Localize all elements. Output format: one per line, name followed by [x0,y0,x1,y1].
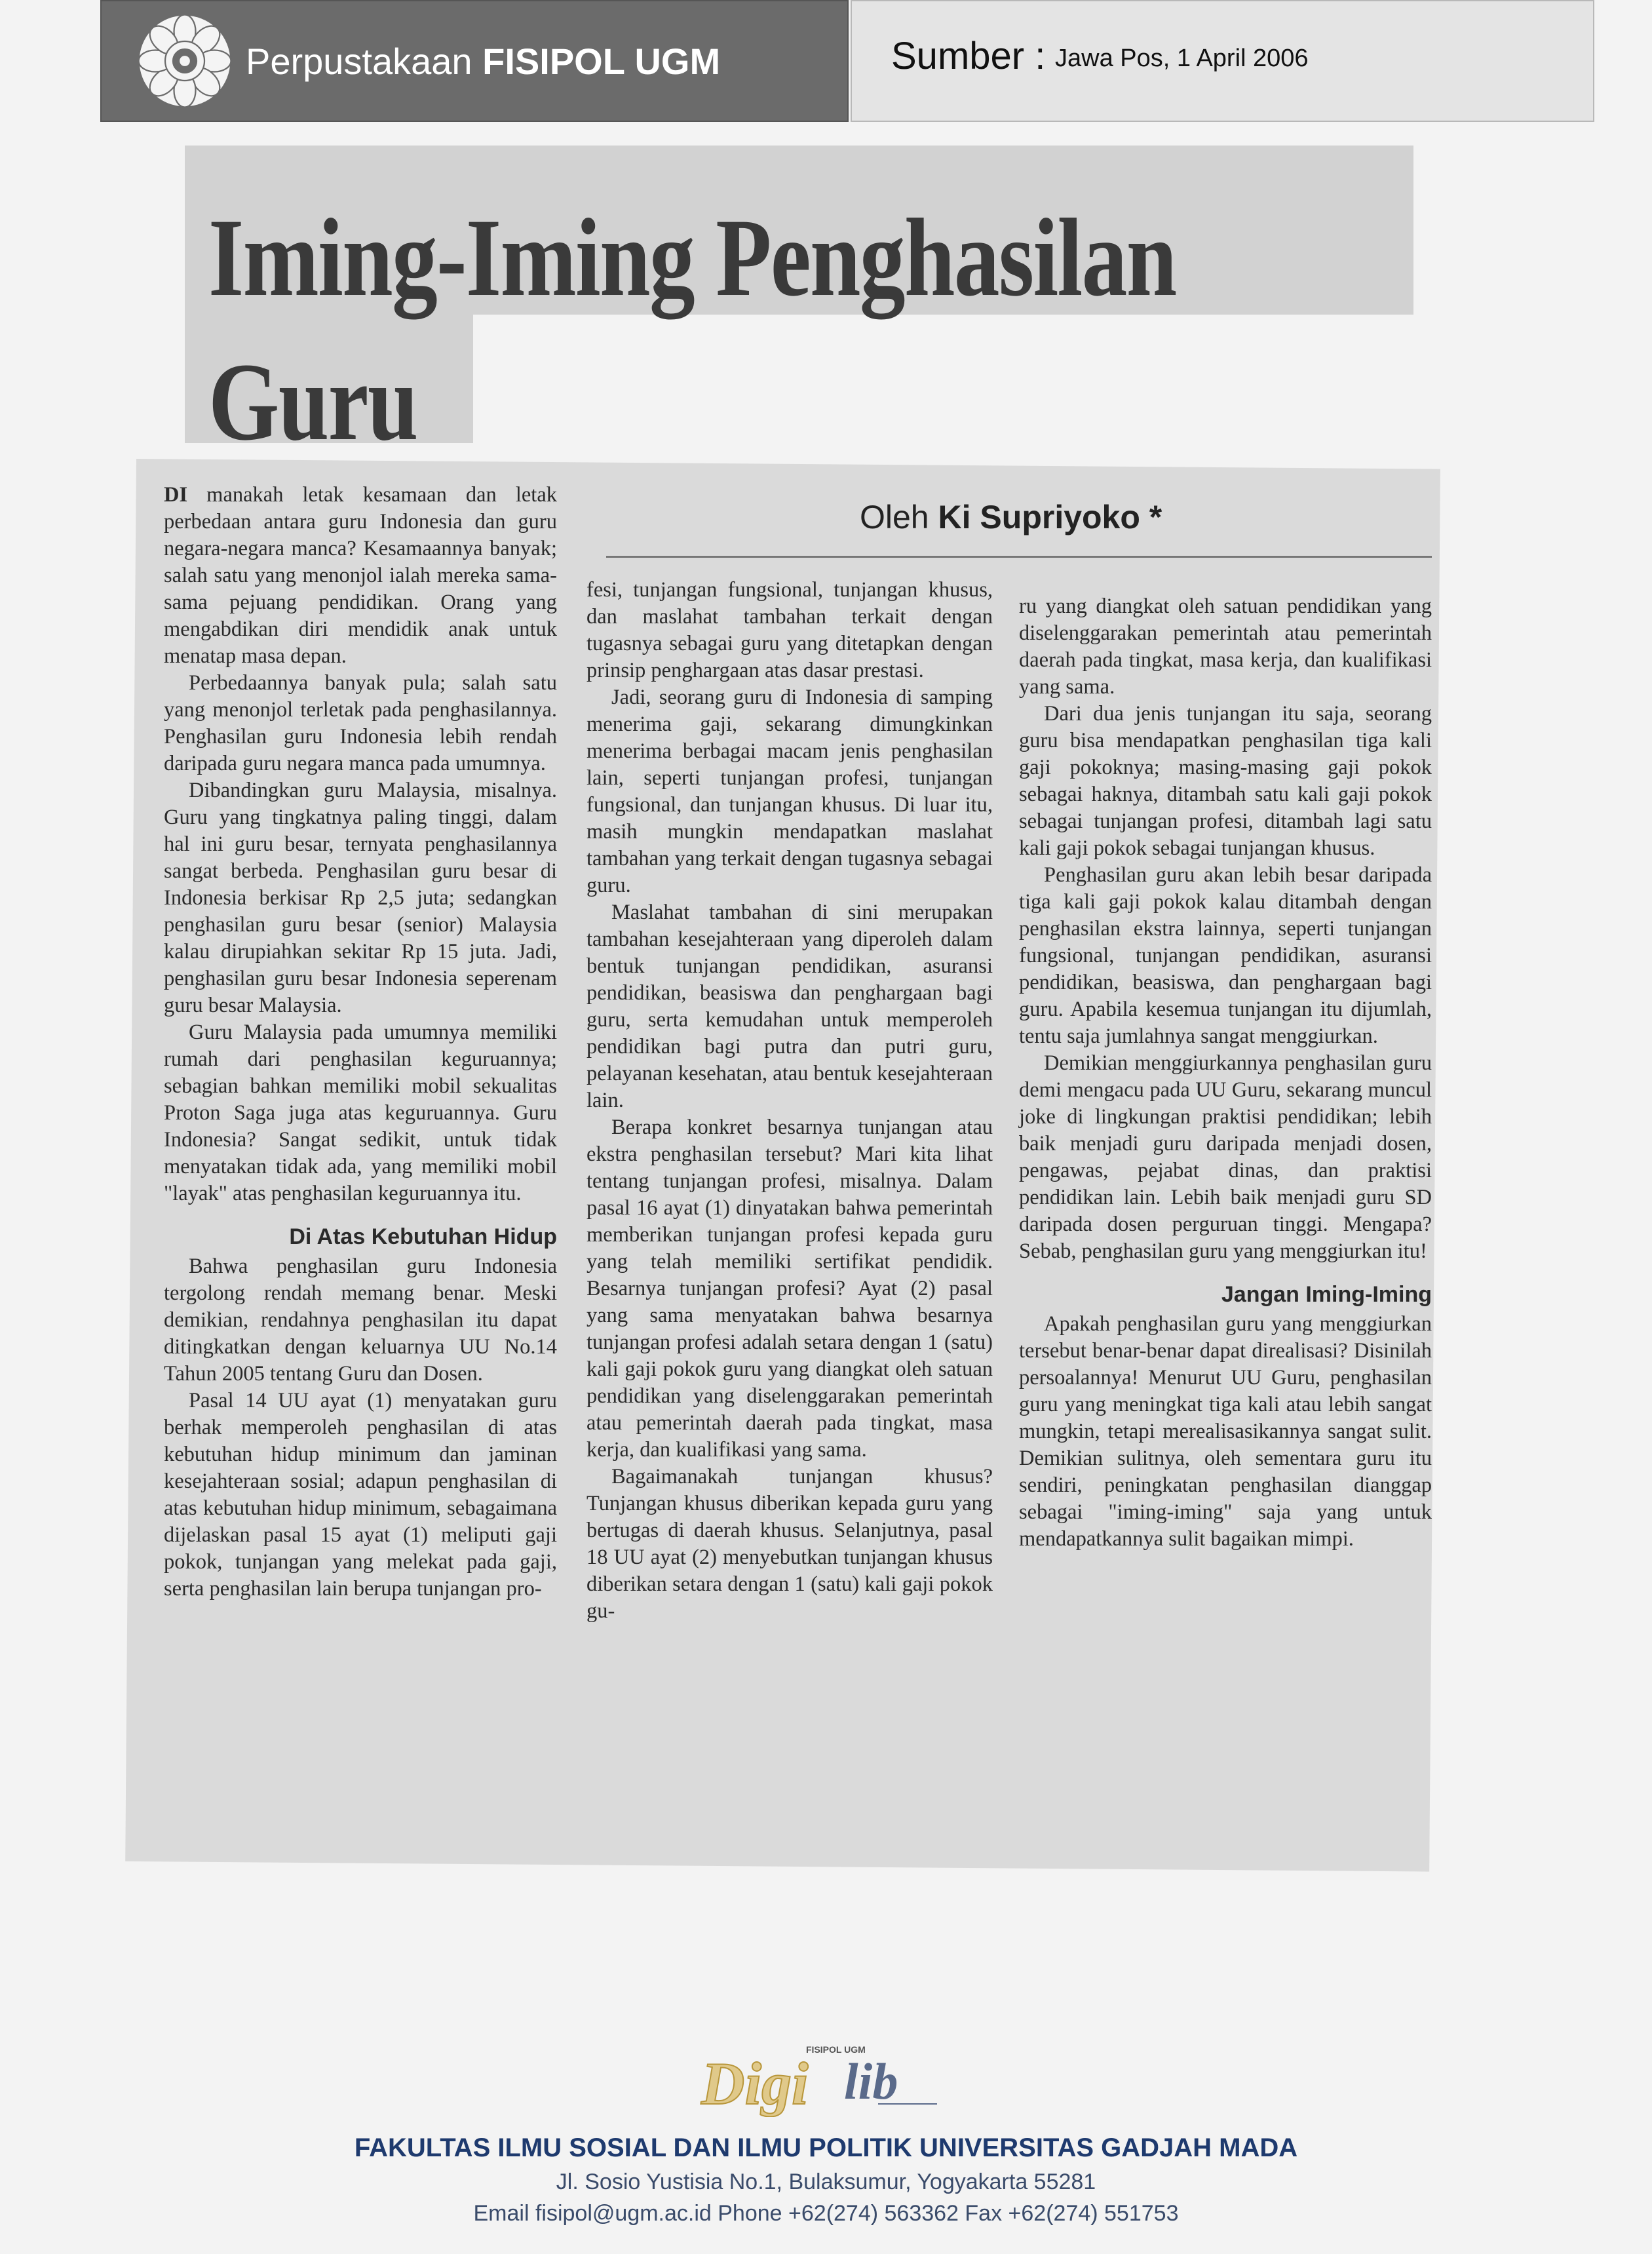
paragraph: Guru Malaysia pada umumnya memiliki rumah dari penghasilan keguruannya; sebagian bahkan memiliki mobil sekualitas Proton Saga juga atas keguruannya. Guru Indonesia? Sangat sedikit, untuk tidak menyatakan tidak ada, yang memiliki mobil "layak" atas penghasilan keguruannya itu. [164,1020,557,1205]
library-header [100,0,1594,122]
source-box [851,0,1594,122]
faculty-address: Jl. Sosio Yustisia No.1, Bulaksumur, Yogyakarta 55281 [556,2169,1096,2194]
library-prefix: Perpustakaan [246,40,483,82]
source-label: Sumber : [891,35,1046,77]
paragraph: fesi, tunjangan fungsional, tunjangan khusus, dan maslahat tambahan terkait dengan tugasnya sebagai guru yang ditetapkan dengan prinsip penghargaan atas dasar prestasi. [586,578,993,682]
digilib-logo-icon [695,2038,944,2117]
paragraph: Perbedaannya banyak pula; salah satu yang menonjol terletak pada penghasilannya. Penghasilan guru Indonesia lebih rendah daripada guru negara manca pada umumnya. [164,671,557,775]
paragraph: Apakah penghasilan guru yang menggiurkan tersebut benar-benar dapat direalisasi? Disinilah persoalannya! Menurut UU Guru, penghasilan guru yang meningkat tiga kali atau lebih sangat mungkin, tetapi merealisasikannya sangat sulit. Demikian sulitnya, oleh sementara guru itu sendiri, peningkatan penghasilan dianggap sebagai "iming-iming" saja yang untuk mendapatkannya sulit bagaikan mimpi. [1019,1312,1432,1551]
ugm-seal-icon [136,12,234,110]
article-column-2 [586,577,993,1625]
article-column-1 [164,482,557,1603]
author-name: Ki Supriyoko * [938,499,1162,535]
article-column-3 [1019,593,1432,1553]
library-name: FISIPOL UGM [482,40,721,82]
paragraph: Pasal 14 UU ayat (1) menyatakan guru berhak memperoleh penghasilan di atas kebutuhan hidup minimum dan jaminan kesejahteraan sosial; adapun penghasilan di atas kebutuhan hidup minimum, sebagaimana dijelaskan pasal 15 ayat (1) meliputi gaji pokok, tunjangan yang melekat pada gaji, serta penghasilan lain berupa tunjangan pro- [164,1389,557,1601]
paragraph-text: manakah letak kesamaan dan letak perbedaan antara guru Indonesia dan guru negara-negara manca? Kesamaannya banyak; salah satu yang menonjol ialah mereka sama-sama pejuang pendidikan. Orang yang mengabdikan diri mendidik anak untuk menatap masa depan. [164,483,557,668]
headline-line-2: Guru [208,340,417,463]
article-headline [208,163,1444,497]
paragraph: Dari dua jenis tunjangan itu saja, seorang guru bisa mendapatkan penghasilan tiga kali gaji pokoknya; masing-masing gaji pokok sebagai haknya, ditambah satu kali gaji pokok sebagai tunjangan profesi, ditambah lagi satu kali gaji pokok sebagai tunjangan khusus. [1019,702,1432,860]
paragraph [164,482,557,670]
paragraph: Maslahat tambahan di sini merupakan tambahan kesejahteraan yang diperoleh dalam bentuk tunjangan pendidikan, asuransi pendidikan, beasiswa dan penghargaan bagi guru, serta kemudahan untuk memperoleh pendidikan bagi putra dan putri guru, pelayanan kesehatan, atau bentuk kesejahteraan lain. [586,901,993,1112]
digilib-word-2: lib [844,2053,898,2110]
paragraph: Dibandingkan guru Malaysia, misalnya. Guru yang tingkatnya paling tinggi, dalam hal ini guru besar, ternyata penghasilannya sangat berbeda. Penghasilan guru besar di Indonesia berkisar Rp 2,5 juta; sedangkan penghasilan guru besar (senior) Malaysia kalau dirupiahkan sekitar Rp 15 juta. Jadi, penghasilan guru besar Indonesia seperenam guru besar Malaysia. [164,779,557,1017]
headline-line-1: Iming-Iming Penghasilan [208,196,1176,319]
paragraph: Bahwa penghasilan guru Indonesia tergolong rendah memang benar. Meski demikian, rendahnya penghasilan itu dapat ditingkatkan dengan keluarnya UU No.14 Tahun 2005 tentang Guru dan Dosen. [164,1254,557,1386]
byline-rule [606,556,1432,558]
library-title [246,40,720,83]
byline [860,498,1162,536]
paragraph: Jadi, seorang guru di Indonesia di samping menerima gaji, sekarang dimungkinkan menerima berbagai macam jenis penghasilan lain, seperti tunjangan profesi, tunjangan fungsional, dan tunjangan khusus. Di luar itu, masih mungkin mendapatkan maslahat tambahan yang terkait dengan tugasnya sebagai guru. [586,686,993,897]
digilib-small-text: FISIPOL UGM [806,2044,866,2055]
paragraph: Demikian menggiurkannya penghasilan guru demi mengacu pada UU Guru, sekarang muncul joke di lingkungan praktisi pendidikan; lebih baik menjadi guru daripada menjadi dosen, pengawas, pejabat dinas, dan praktisi pendidikan lain. Lebih baik menjadi guru SD daripada dosen perguruan tinggi. Mengapa? Sebab, penghasilan guru yang menggiurkan itu! [1019,1051,1432,1263]
source-value: Jawa Pos, 1 April 2006 [1055,45,1309,72]
digilib-word-1: Digi [701,2050,809,2117]
paragraph: ru yang diangkat oleh satuan pendidikan yang diselenggarakan pemerintah atau pemerintah daerah pada tingkat, masa kerja, dan kualifikasi yang sama. [1019,594,1432,699]
subheading: Jangan Iming-Iming [1221,1282,1432,1307]
faculty-contact: Email fisipol@ugm.ac.id Phone +62(274) 563362 Fax +62(274) 551753 [473,2201,1179,2226]
paragraph: Penghasilan guru akan lebih besar daripada tiga kali gaji pokok kalau ditambah dengan penghasilan ekstra lainnya, seperti tunjangan fungsional, tunjangan pendidikan, asuransi pendidikan, beasiswa, dan penghargaan bagi guru. Apabila kesemua tunjangan itu dijumlah, tentu saja jumlahnya sangat menggiurkan. [1019,863,1432,1048]
paragraph: Berapa konkret besarnya tunjangan atau ekstra penghasilan tersebut? Mari kita lihat tentang tunjangan profesi, misalnya. Dalam pasal 16 ayat (1) dinyatakan bahwa pemerintah memberikan tunjangan profesi kepada guru yang telah memiliki sertifikat pendidik. Besarnya tunjangan profesi? Ayat (2) pasal yang sama menyatakan bahwa besarnya tunjangan profesi adalah setara dengan 1 (satu) kali gaji pokok guru yang diangkat oleh satuan pendidikan yang diselenggarakan pemerintah atau pemerintah daerah pada tingkat, masa kerja, dan kualifikasi yang sama. [586,1116,993,1462]
byline-prefix: Oleh [860,499,929,535]
faculty-name: FAKULTAS ILMU SOSIAL DAN ILMU POLITIK UNIVERSITAS GADJAH MADA [354,2133,1298,2162]
drop-lead: DI [164,483,188,507]
subheading: Di Atas Kebutuhan Hidup [289,1224,557,1249]
library-banner [100,0,849,122]
paragraph: Bagaimanakah tunjangan khusus? Tunjangan khusus diberikan kepada guru yang bertugas di daerah khusus. Selanjutnya, pasal 18 UU ayat (2) menyebutkan tunjangan khusus diberikan setara dengan 1 (satu) kali gaji pokok gu- [586,1465,993,1623]
